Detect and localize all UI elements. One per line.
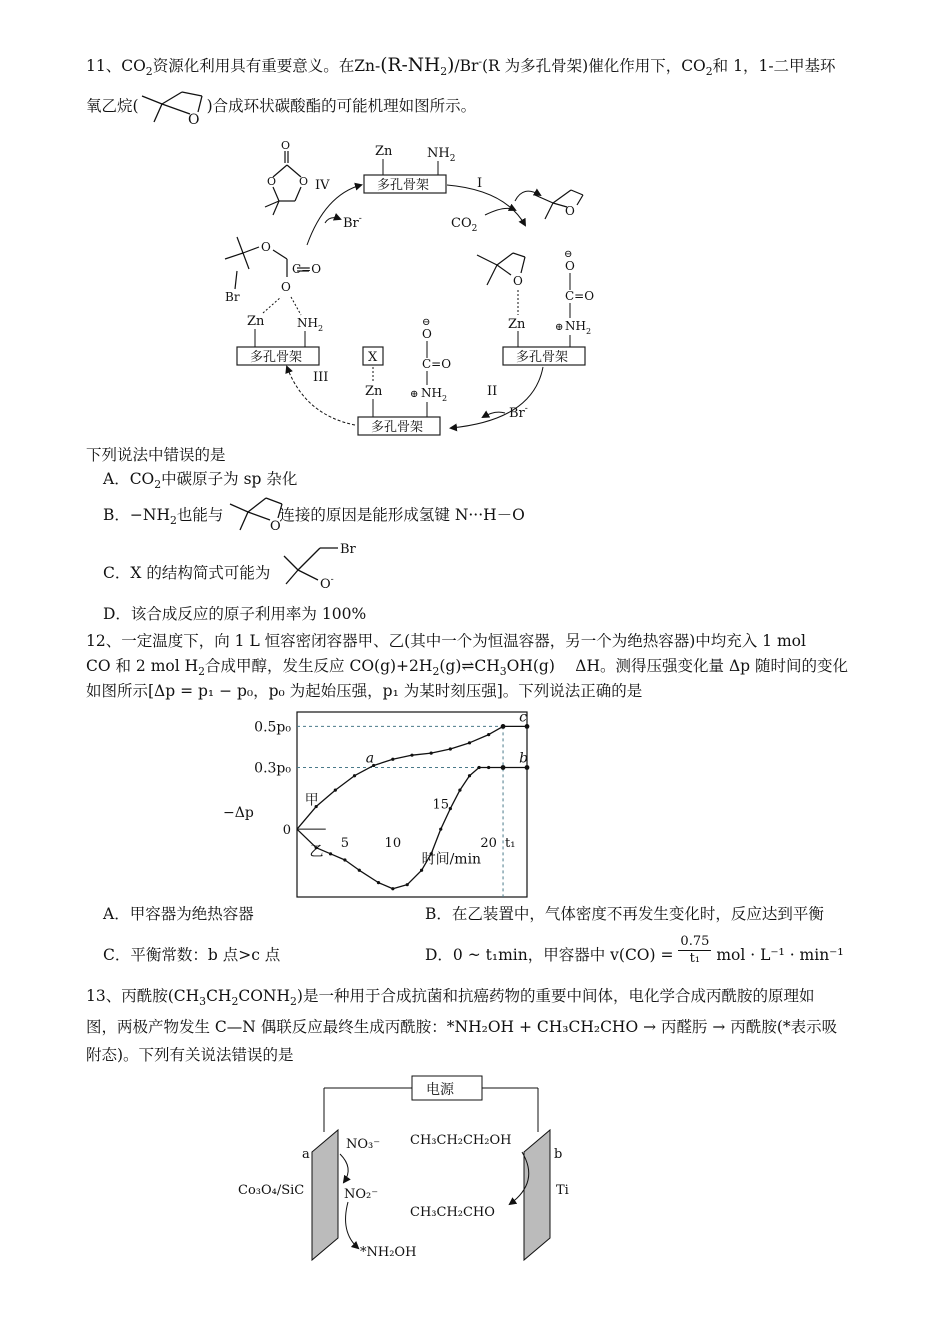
svg-text:C=O: C=O bbox=[565, 289, 595, 303]
point-label-a: a bbox=[365, 750, 375, 767]
svg-text:*NH₂OH: *NH₂OH bbox=[360, 1245, 417, 1260]
q11-option-d: D．该合成反应的原子利用率为 100% bbox=[103, 605, 367, 623]
svg-text:O: O bbox=[299, 175, 309, 188]
y-axis-label: −Δp bbox=[223, 805, 254, 822]
svg-text:O: O bbox=[281, 139, 291, 152]
svg-text:多孔骨架: 多孔骨架 bbox=[377, 178, 430, 193]
x-axis-label: 时间/min bbox=[421, 851, 482, 868]
svg-text:NO₃⁻: NO₃⁻ bbox=[346, 1137, 381, 1152]
svg-text:多孔骨架: 多孔骨架 bbox=[250, 350, 303, 365]
data-point bbox=[406, 883, 409, 886]
svg-text:NH2: $NH_2$ bbox=[427, 146, 456, 164]
svg-text:O: O bbox=[565, 259, 575, 273]
svg-text:⊕: ⊕ bbox=[410, 389, 419, 400]
data-point bbox=[334, 789, 337, 792]
data-point bbox=[477, 766, 480, 769]
svg-text:Zn: Zn bbox=[247, 314, 265, 329]
data-point bbox=[501, 765, 506, 770]
svg-text:Br-: Br- bbox=[343, 214, 362, 231]
x-tick-label: 20 bbox=[480, 836, 497, 852]
point-label-c: c bbox=[519, 709, 527, 726]
svg-text:⊖: ⊖ bbox=[564, 249, 573, 260]
svg-text:CH₃CH₂CH₂OH: CH₃CH₂CH₂OH bbox=[410, 1133, 512, 1148]
svg-text:⊖: ⊖ bbox=[422, 317, 431, 328]
data-point bbox=[487, 733, 490, 736]
svg-text:III: III bbox=[313, 370, 329, 385]
electrode-a bbox=[312, 1130, 338, 1260]
x-tick-t1: t₁ bbox=[505, 836, 516, 852]
epoxide-structure-option-b bbox=[228, 490, 288, 534]
x-tick-label: 5 bbox=[340, 836, 350, 852]
svg-text:O: O bbox=[188, 112, 200, 126]
epoxide-structure-inline bbox=[140, 82, 212, 126]
svg-text:Br: Br bbox=[340, 542, 356, 557]
svg-text:II: II bbox=[487, 384, 498, 399]
svg-text:Br: Br bbox=[225, 290, 240, 304]
q13-line2: 图，两极产物发生 C—N 偶联反应最终生成丙酰胺：*NH₂OH + CH₃CH₂CHO → 丙醛肟 → 丙酰胺(*表示吸 bbox=[86, 1018, 838, 1036]
q12-option-a: A．甲容器为绝热容器 bbox=[103, 905, 254, 923]
svg-text:X: X bbox=[368, 350, 378, 365]
svg-text:O: O bbox=[565, 204, 575, 218]
data-point bbox=[458, 789, 461, 792]
svg-text:C=O: C=O bbox=[422, 357, 452, 371]
svg-text:Zn: Zn bbox=[375, 144, 393, 159]
svg-text:Br-: Br- bbox=[509, 404, 528, 421]
q12-option-d: D．0 ~ t₁min，甲容器中 v(CO) = $\frac{0.75}{\text{t₁}}$ mol · L⁻¹ · min⁻¹ bbox=[425, 933, 844, 966]
q12-option-b: B．在乙装置中，气体密度不再发生变化时，反应达到平衡 bbox=[425, 905, 824, 923]
svg-text:O: O bbox=[281, 280, 291, 294]
q11-stem: 下列说法中错误的是 bbox=[86, 446, 226, 464]
data-point bbox=[468, 774, 471, 777]
data-point bbox=[487, 766, 490, 769]
data-point bbox=[410, 754, 413, 757]
svg-text:Ti: Ti bbox=[556, 1183, 569, 1198]
svg-text:CO2: $CO_2$ bbox=[451, 216, 478, 234]
svg-text:多孔骨架: 多孔骨架 bbox=[516, 350, 569, 365]
series-line-jia bbox=[297, 726, 527, 829]
power-label: 电源 bbox=[426, 1082, 454, 1098]
svg-text:Zn: Zn bbox=[508, 317, 526, 332]
data-point bbox=[439, 828, 442, 831]
q12-line1: 12、一定温度下，向 1 L 恒容密闭容器甲、乙(其中一个为恒温容器，另一个为绝热容器)中均充入 1 mol bbox=[86, 632, 806, 650]
y-tick-label: 0.5p₀ bbox=[254, 719, 291, 736]
q11-option-c: C．X 的结构简式可能为 bbox=[103, 564, 271, 582]
pressure-change-chart bbox=[215, 708, 535, 900]
svg-text:NH2: $NH_2$ bbox=[421, 386, 448, 403]
svg-text:⊕: ⊕ bbox=[555, 322, 564, 333]
series-label-yi: 乙 bbox=[309, 843, 324, 860]
electrode-b bbox=[524, 1130, 550, 1260]
svg-text:CH₃CH₂CHO: CH₃CH₂CHO bbox=[410, 1205, 495, 1220]
series-line-yi bbox=[297, 768, 527, 889]
q12-line2: CO 和 2 mol $H_2$合成甲醇，发生反应 $CO(g)+2H_2(g)\rightleftharpoons CH_3OH(g)$ ΔH。测得压强变化量 Δp 随时间的变化 bbox=[86, 657, 848, 678]
plot-frame bbox=[297, 712, 527, 897]
svg-text:O: O bbox=[422, 327, 432, 341]
svg-text:IV: IV bbox=[315, 178, 330, 193]
svg-text:多孔骨架: 多孔骨架 bbox=[371, 420, 424, 435]
svg-text:Co₃O₄/SiC: Co₃O₄/SiC bbox=[238, 1183, 305, 1198]
svg-text:b: b bbox=[554, 1147, 563, 1162]
svg-text:O: O bbox=[270, 519, 281, 534]
q12-line3: 如图所示[Δp = p₁ − p₀，p₀ 为起始压强，p₁ 为某时刻压强]。下列说法正确的是 bbox=[86, 682, 643, 700]
svg-text:C=O: C=O bbox=[292, 262, 322, 276]
data-point bbox=[468, 741, 471, 744]
series-label-jia: 甲 bbox=[304, 792, 319, 809]
data-point bbox=[377, 881, 380, 884]
svg-text:O: O bbox=[261, 240, 271, 254]
svg-text:Zn: Zn bbox=[365, 384, 383, 399]
data-point bbox=[353, 774, 356, 777]
data-point bbox=[449, 807, 452, 810]
data-point bbox=[391, 758, 394, 761]
q11-option-b: B．$-NH_2$也能与 连接的原因是能形成氢键 N···H－O bbox=[103, 506, 525, 527]
data-point bbox=[449, 747, 452, 750]
mechanism-scheme bbox=[215, 135, 615, 440]
y-tick-label: 0.3p₀ bbox=[254, 760, 291, 777]
svg-text:O: O bbox=[513, 274, 523, 288]
data-point bbox=[358, 869, 361, 872]
q11-line1: 11、$CO_2$资源化利用具有重要意义。在$Zn-(R-NH_2)/Br^-(R$ 为多孔骨架)催化作用下，$CO_2$和 1，1-二甲基环 bbox=[86, 55, 836, 78]
q13-line3: 附态)。下列有关说法错误的是 bbox=[86, 1046, 294, 1064]
q11-line2: 氧乙烷( )合成环状碳酸酯的可能机理如图所示。 bbox=[86, 97, 477, 115]
svg-text:I: I bbox=[477, 176, 483, 191]
x-tick-label: 15 bbox=[432, 797, 450, 813]
data-point bbox=[430, 752, 433, 755]
q12-option-c: C．平衡常数：b 点>c 点 bbox=[103, 946, 281, 964]
svg-text:a: a bbox=[302, 1147, 310, 1162]
svg-text:NH2: $NH_2$ bbox=[565, 319, 592, 336]
q13-line1: 13、丙酰胺$(CH_3CH_2CONH_2)$是一种用于合成抗菌和抗癌药物的重要中间体，电化学合成丙酰胺的原理如 bbox=[86, 987, 815, 1008]
data-point bbox=[391, 887, 394, 890]
y-tick-label: 0 bbox=[282, 823, 291, 839]
svg-text:NO₂⁻: NO₂⁻ bbox=[344, 1187, 379, 1202]
electrolysis-cell-diagram bbox=[230, 1072, 610, 1272]
point-label-b: b bbox=[519, 750, 529, 767]
data-point bbox=[329, 852, 332, 855]
data-point bbox=[501, 724, 506, 729]
svg-text:NH2: $NH_2$ bbox=[297, 316, 324, 333]
x-tick-label: 10 bbox=[384, 836, 402, 852]
structure-x-candidate bbox=[280, 538, 370, 594]
svg-text:O-: O- bbox=[320, 575, 334, 592]
data-point bbox=[420, 869, 423, 872]
svg-text:O: O bbox=[267, 175, 277, 188]
data-point bbox=[343, 858, 346, 861]
q11-option-a: A．$CO_2$中碳原子为 sp 杂化 bbox=[103, 470, 298, 491]
